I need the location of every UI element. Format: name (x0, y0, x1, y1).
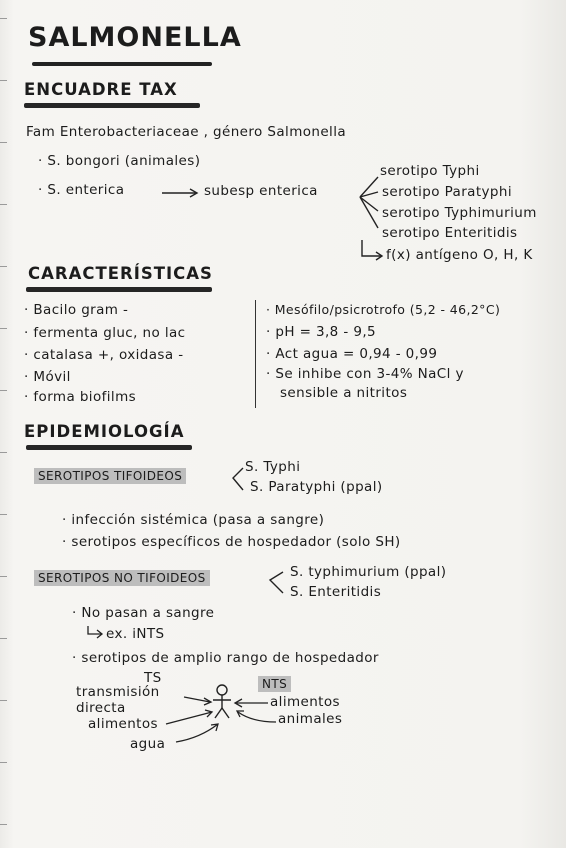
characteristic-item: · pH = 3,8 - 9,5 (266, 324, 376, 340)
serotype-item: serotipo Paratyphi (382, 184, 513, 200)
nts-label: NTS (258, 676, 291, 692)
serotype-item: serotipo Typhi (380, 163, 480, 179)
bongori-item: · S. bongori (animales) (38, 153, 201, 169)
bracket-icon (270, 572, 283, 593)
diagram-left-source: transmisión directa (76, 684, 160, 716)
serotype-item: serotipo Typhimurium (382, 205, 537, 221)
diagram-left-source: agua (130, 736, 166, 752)
person-icon (213, 685, 231, 718)
section-heading-encuadre: ENCUADRE TAX (24, 80, 178, 99)
no-tifoideos-label: SEROTIPOS NO TIFOIDEOS (34, 570, 210, 586)
characteristic-item: · Bacilo gram - (24, 302, 129, 318)
characteristic-item: · Act agua = 0,94 - 0,99 (266, 346, 438, 362)
return-arrow-icon (88, 626, 102, 638)
characteristic-item: · catalasa +, oxidasa - (24, 347, 184, 363)
ts-label: TS (144, 670, 162, 686)
characteristic-item: · Se inhibe con 3-4% NaCl y (266, 366, 464, 382)
characteristic-item: · forma biofilms (24, 389, 137, 405)
serotype-item: serotipo Enteritidis (382, 225, 518, 241)
bracket-icon (233, 468, 243, 490)
diagram-right-source: alimentos (270, 694, 340, 710)
no-tifoideos-serotype: S. typhimurium (ppal) (290, 564, 447, 580)
no-tifoideos-example: ex. iNTS (106, 626, 165, 642)
characteristic-item: · Móvil (24, 369, 71, 385)
diagram-right-source: animales (278, 711, 343, 727)
characteristic-item: · Mesófilo/psicrotrofo (5,2 - 46,2°C) (266, 302, 501, 317)
section-heading-caracteristicas: CARACTERÍSTICAS (28, 264, 213, 283)
section-heading-epidemiologia: EPIDEMIOLOGÍA (24, 422, 185, 441)
bracket-arrows-icon (360, 177, 378, 228)
arrow-icon (166, 697, 276, 742)
enterica-item: · S. enterica (38, 182, 125, 198)
diagram-left-source: alimentos (88, 716, 158, 732)
return-arrow-icon (362, 240, 382, 260)
taxonomy-line: Fam Enterobacteriaceae , género Salmonella (26, 124, 347, 140)
tifoideos-note: · infección sistémica (pasa a sangre) (62, 512, 325, 528)
tifoideos-note: · serotipos específicos de hospedador (solo SH) (62, 534, 401, 550)
characteristic-item: sensible a nitritos (280, 385, 408, 401)
subesp-text: subesp enterica (204, 183, 318, 199)
tifoideos-serotype: S. Typhi (245, 459, 301, 475)
characteristic-item: · fermenta gluc, no lac (24, 325, 186, 341)
no-tifoideos-serotype: S. Enteritidis (290, 584, 382, 600)
tifoideos-label: SEROTIPOS TIFOIDEOS (34, 468, 186, 484)
no-tifoideos-note: · No pasan a sangre (72, 605, 215, 621)
antigen-note: f(x) antígeno O, H, K (386, 247, 533, 263)
page-title: SALMONELLA (28, 22, 242, 53)
arrow-right-icon (162, 189, 197, 197)
no-tifoideos-note: · serotipos de amplio rango de hospedador (72, 650, 379, 666)
tifoideos-serotype: S. Paratyphi (ppal) (250, 479, 383, 495)
